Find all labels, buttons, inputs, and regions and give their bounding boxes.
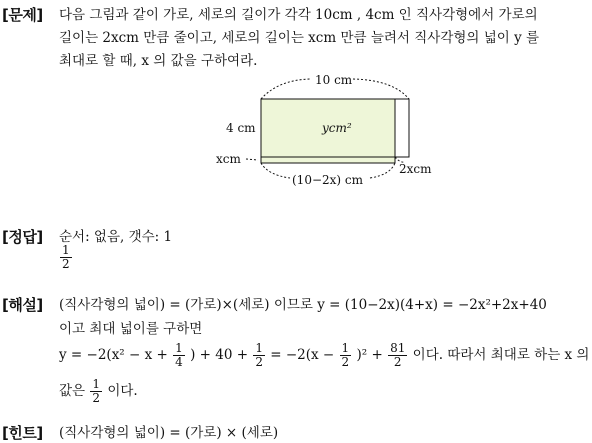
left-label: 4 cm bbox=[226, 121, 256, 135]
answer-frac-num: 1 bbox=[62, 243, 70, 257]
solution-l3-e: 이다. 따라서 최대로 하는 x 의 bbox=[412, 347, 590, 363]
solution-frac4-num: 81 bbox=[390, 341, 406, 355]
solution-label: [해설] bbox=[2, 296, 43, 314]
solution-frac2-den: 2 bbox=[255, 355, 263, 369]
solution-line-3 bbox=[59, 342, 589, 369]
hint-label: [힌트] bbox=[2, 424, 43, 442]
solution-l3-b: ) + 40 + bbox=[190, 347, 249, 363]
hint-line-1: (직사각형의 넓이) = (가로) × (세로) bbox=[59, 425, 279, 441]
solution-frac2-num: 1 bbox=[255, 341, 263, 355]
answer-fraction bbox=[59, 244, 73, 271]
bottom-label: (10−2x) cm bbox=[292, 173, 364, 187]
bottom-brace bbox=[261, 163, 290, 178]
solution-line-2: 이고 최대 넓이를 구하면 bbox=[59, 321, 203, 337]
solution-frac1-num: 1 bbox=[175, 341, 183, 355]
solution-l3-c: = −2(x − bbox=[270, 347, 335, 363]
answer-label: [정답] bbox=[2, 228, 43, 246]
area-label: ycm² bbox=[322, 121, 352, 135]
top-label: 10 cm bbox=[315, 73, 353, 87]
problem-line-1: 다음 그림과 같이 가로, 세로의 길이가 각각 10cm , 4cm 인 직사각형에서 가로의 bbox=[59, 7, 538, 23]
solution-frac3-num: 1 bbox=[341, 341, 350, 355]
solution-line-1: (직사각형의 넓이) = (가로)×(세로) 이므로 y = (10−2x)(4+x) = −2x²+2x+40 bbox=[59, 297, 547, 313]
rectangle-figure bbox=[208, 70, 448, 195]
solution-frac5-num: 1 bbox=[92, 377, 101, 391]
solution-l4-b: 이다. bbox=[107, 383, 138, 399]
x-label: xcm bbox=[216, 152, 241, 166]
problem-line-2: 길이는 2xcm 만큼 줄이고, 세로의 길이는 xcm 만큼 늘려서 직사각형의 넓이 y 를 bbox=[59, 30, 540, 46]
solution-frac1-den: 4 bbox=[175, 355, 183, 369]
problem-label: [문제] bbox=[2, 6, 43, 24]
solution-line-4 bbox=[59, 378, 138, 405]
extra-strip bbox=[261, 157, 395, 163]
top-brace bbox=[261, 79, 310, 99]
solution-frac5-den: 2 bbox=[92, 391, 101, 405]
solution-l3-d: )² + bbox=[356, 347, 383, 363]
answer-frac-den: 2 bbox=[62, 257, 70, 271]
solution-frac4-den: 2 bbox=[393, 355, 402, 369]
right-label: 2xcm bbox=[399, 162, 432, 176]
solution-l3-a: y = −2(x² − x + bbox=[59, 347, 168, 363]
problem-line-3: 최대로 할 때, x 의 값을 구하여라. bbox=[59, 53, 258, 69]
solution-frac3-den: 2 bbox=[341, 355, 350, 369]
solution-l4-a: 값은 bbox=[59, 383, 86, 399]
answer-line-1: 순서: 없음, 갯수: 1 bbox=[59, 229, 173, 245]
